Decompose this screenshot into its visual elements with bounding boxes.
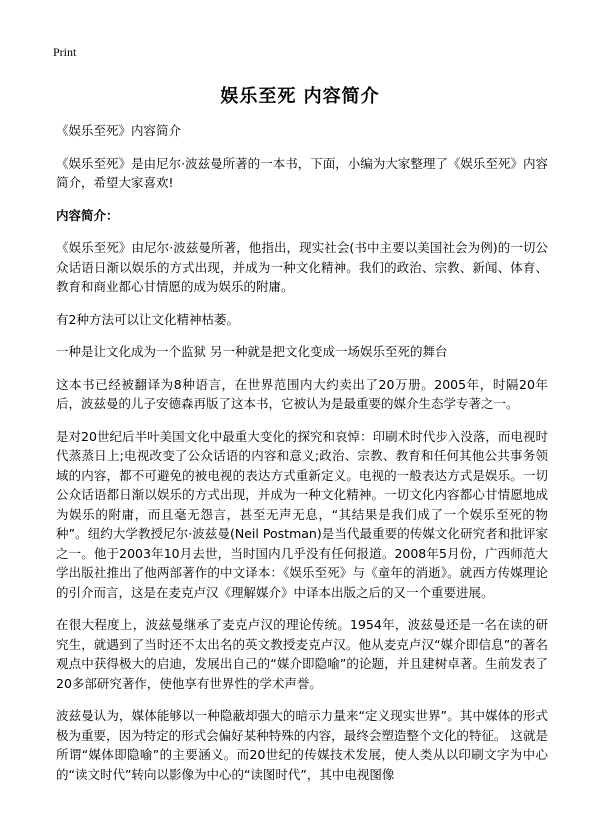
print-link[interactable]: Print <box>53 45 77 59</box>
paragraph-body: 是对20世纪后半叶美国文化中最重大变化的探究和哀悼：印刷术时代步入没落，而电视时代蒸蒸日上;电视改变了公众话语的内容和意义;政治、宗教、教育和任何其他公共事务领域的内容，都不可避免的被电视的表达方式重新定义。电视的一般表达方式是娱乐。一切公众话语都日渐以娱乐的方式出现，并成为一种文化精神。一切文化内容都心甘情愿地成为娱乐的附庸，而且毫无怨言，甚至无声无息，“其结果是我们成了一个娱乐至死的物种”。纽约大学教授尼尔·波兹曼(Neil Postman)是当代最重要的传媒文化研究者和批评家之一。他于2003年10月去世，当时国内几乎没有任何报道。2008年5月份，广西师范大学出版社推出了他两部著作的中文译本：《娱乐至死》与《童年的消逝》。就西方传媒理论的引介而言，这是在麦克卢汉《理解媒介》中译本出版之后的又一个重要进展。 <box>56 428 548 600</box>
section-heading: 内容简介： <box>56 207 119 223</box>
paragraph-body: 《娱乐至死》由尼尔·波兹曼所著，他指出，现实社会(书中主要以美国社会为例)的一切公众话语日渐以娱乐的方式出现，并成为一种文化精神。我们的政治、宗教、新闻、体育、教育和商业都心甘情愿的成为娱乐的附庸。 <box>56 240 548 294</box>
paragraph-body: 一种是让文化成为一个监狱 另一种就是把文化变成一场娱乐至死的舞台 <box>56 344 448 359</box>
paragraph-subtitle: 《娱乐至死》内容简介 <box>56 123 182 138</box>
document-body <box>56 121 548 797</box>
paragraph-body: 有2种方法可以让文化精神枯萎。 <box>56 311 239 327</box>
paragraph-body: 波兹曼认为，媒体能够以一种隐蔽却强大的暗示力量来“定义现实世界”。其中媒体的形式极为重要，因为特定的形式会偏好某种特殊的内容，最终会塑造整个文化的特征。 这就是所谓“媒体即隐喻”的主要涵义。而20世纪的传媒技术发展，使人类从以印刷文字为中心的“读文时代”转向以影像为中心的“读图时代”，其中电视图像 <box>56 708 548 782</box>
paragraph-body: 在很大程度上，波兹曼继承了麦克卢汉的理论传统。1954年，波兹曼还是一名在读的研究生，就遇到了当时还不太出名的英文教授麦克卢汉。他从麦克卢汉“媒介即信息”的著名观点中获得极大的启迪，发展出自己的“媒介即隐喻”的论题，并且建树卓著。生前发表了20多部研究著作，使他享有世界性的学术声誉。 <box>56 617 548 691</box>
paragraph-intro: 《娱乐至死》是由尼尔·波兹曼所著的一本书，下面，小编为大家整理了《娱乐至死》内容简介，希望大家喜欢! <box>56 155 548 190</box>
document-title: 娱乐至死 内容简介 <box>220 86 380 107</box>
paragraph-body: 这本书已经被翻译为8种语言，在世界范围内大约卖出了20万册。2005年，时隔20年后，波兹曼的儿子安德森再版了这本书，它被认为是最重要的媒介生态学专著之一。 <box>56 376 548 411</box>
